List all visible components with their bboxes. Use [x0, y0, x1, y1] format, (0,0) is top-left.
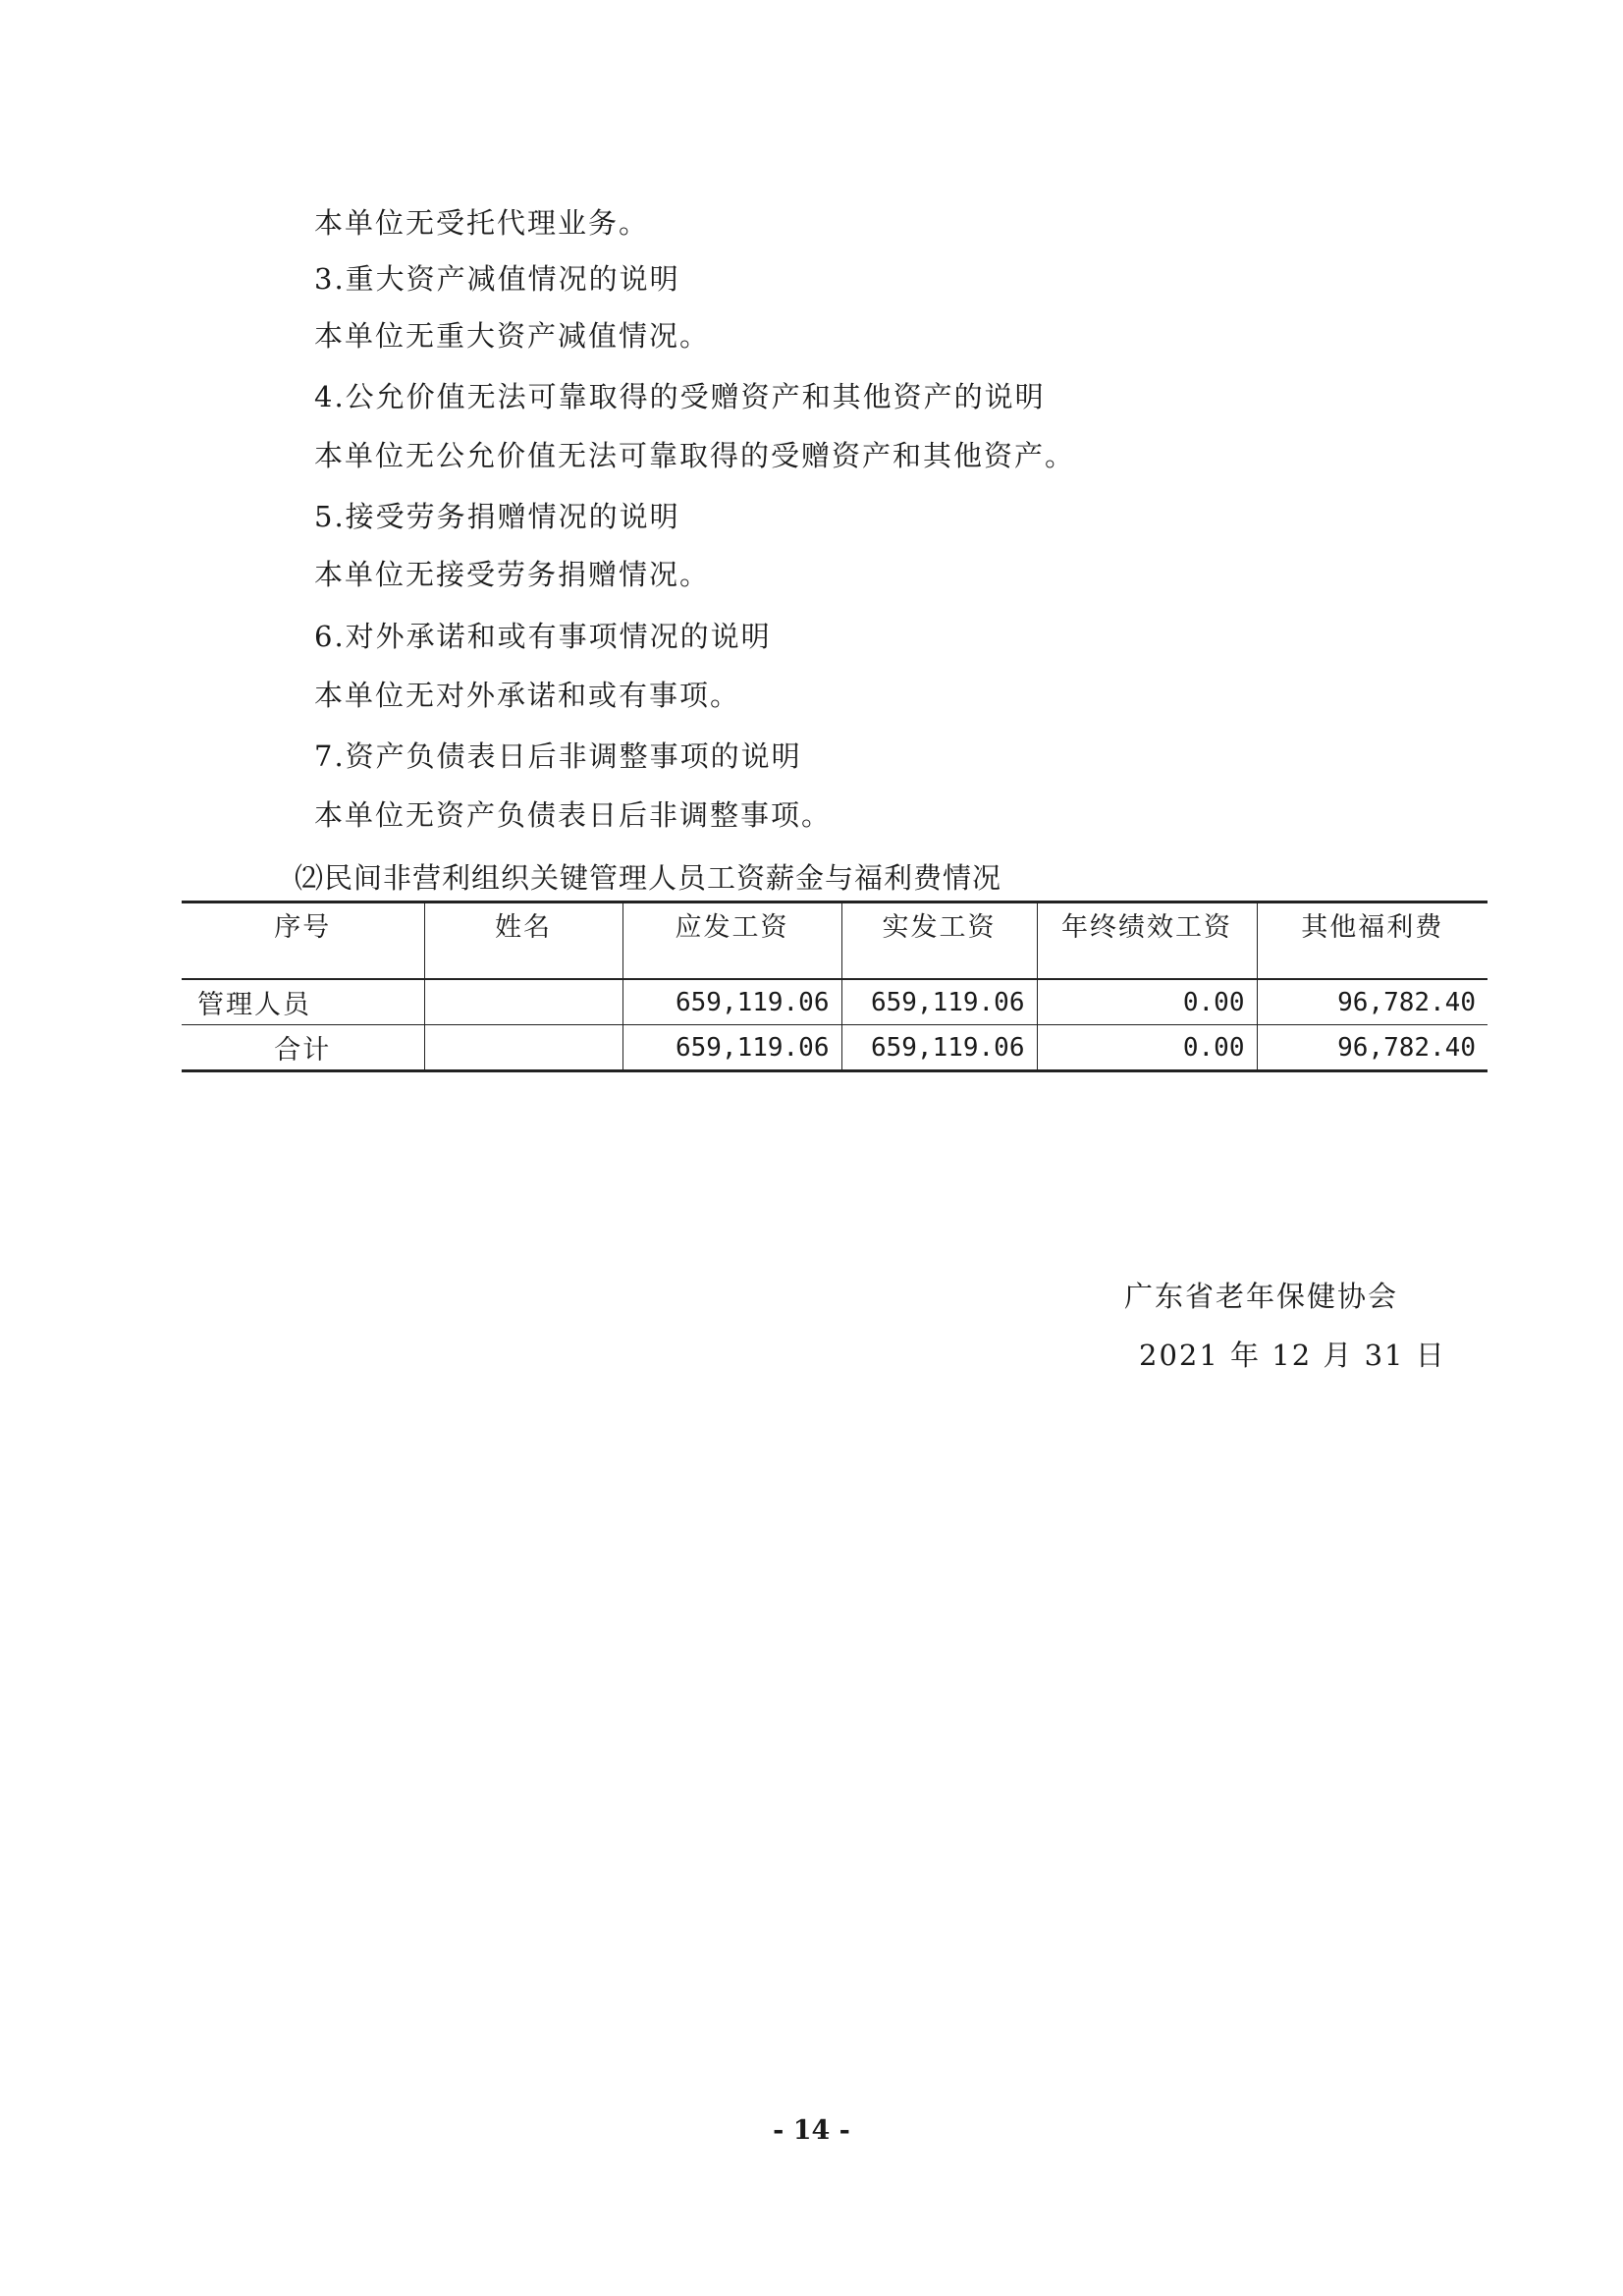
row-label: 管理人员 [182, 979, 424, 1025]
paragraph-labor-donations: 本单位无接受劳务捐赠情况。 [314, 558, 711, 591]
row-annual-bonus: 0.00 [1037, 979, 1257, 1025]
row-name [424, 979, 622, 1025]
table-row [182, 979, 1488, 1025]
table-row-total [182, 1025, 1488, 1071]
heading-post-balance-events: 7.资产负债表日后非调整事项的说明 [314, 739, 802, 773]
table-caption: ⑵民间非营利组织关键管理人员工资薪金与福利费情况 [295, 861, 1002, 895]
header-name: 姓名 [424, 902, 622, 980]
page-number: - 14 - [773, 2115, 850, 2146]
paragraph-fair-value-donations: 本单位无公允价值无法可靠取得的受赠资产和其他资产。 [314, 439, 1076, 472]
heading-labor-donations: 5.接受劳务捐赠情况的说明 [314, 500, 680, 533]
heading-asset-impairment: 3.重大资产减值情况的说明 [314, 262, 680, 296]
heading-fair-value-donations: 4.公允价值无法可靠取得的受赠资产和其他资产的说明 [314, 380, 1046, 413]
total-other-benefits: 96,782.40 [1257, 1025, 1488, 1071]
signature-organization: 广东省老年保健协会 [1124, 1280, 1399, 1313]
header-annual-bonus: 年终绩效工资 [1037, 902, 1257, 980]
header-other-benefits: 其他福利费 [1257, 902, 1488, 980]
total-gross-salary: 659,119.06 [622, 1025, 841, 1071]
paragraph-commitments-contingencies: 本单位无对外承诺和或有事项。 [314, 679, 741, 712]
total-net-salary: 659,119.06 [841, 1025, 1037, 1071]
row-other-benefits: 96,782.40 [1257, 979, 1488, 1025]
total-annual-bonus: 0.00 [1037, 1025, 1257, 1071]
paragraph-post-balance-events: 本单位无资产负债表日后非调整事项。 [314, 798, 833, 832]
paragraph-asset-impairment: 本单位无重大资产减值情况。 [314, 319, 711, 353]
heading-commitments-contingencies: 6.对外承诺和或有事项情况的说明 [314, 620, 772, 653]
header-gross-salary: 应发工资 [622, 902, 841, 980]
salary-table [182, 901, 1488, 1072]
row-gross-salary: 659,119.06 [622, 979, 841, 1025]
table-header-row [182, 902, 1488, 980]
header-index: 序号 [182, 902, 424, 980]
total-name [424, 1025, 622, 1071]
row-net-salary: 659,119.06 [841, 979, 1037, 1025]
header-net-salary: 实发工资 [841, 902, 1037, 980]
signature-date: 2021 年 12 月 31 日 [1139, 1339, 1446, 1372]
total-label: 合计 [182, 1025, 424, 1071]
paragraph-trust-agency: 本单位无受托代理业务。 [314, 206, 650, 240]
